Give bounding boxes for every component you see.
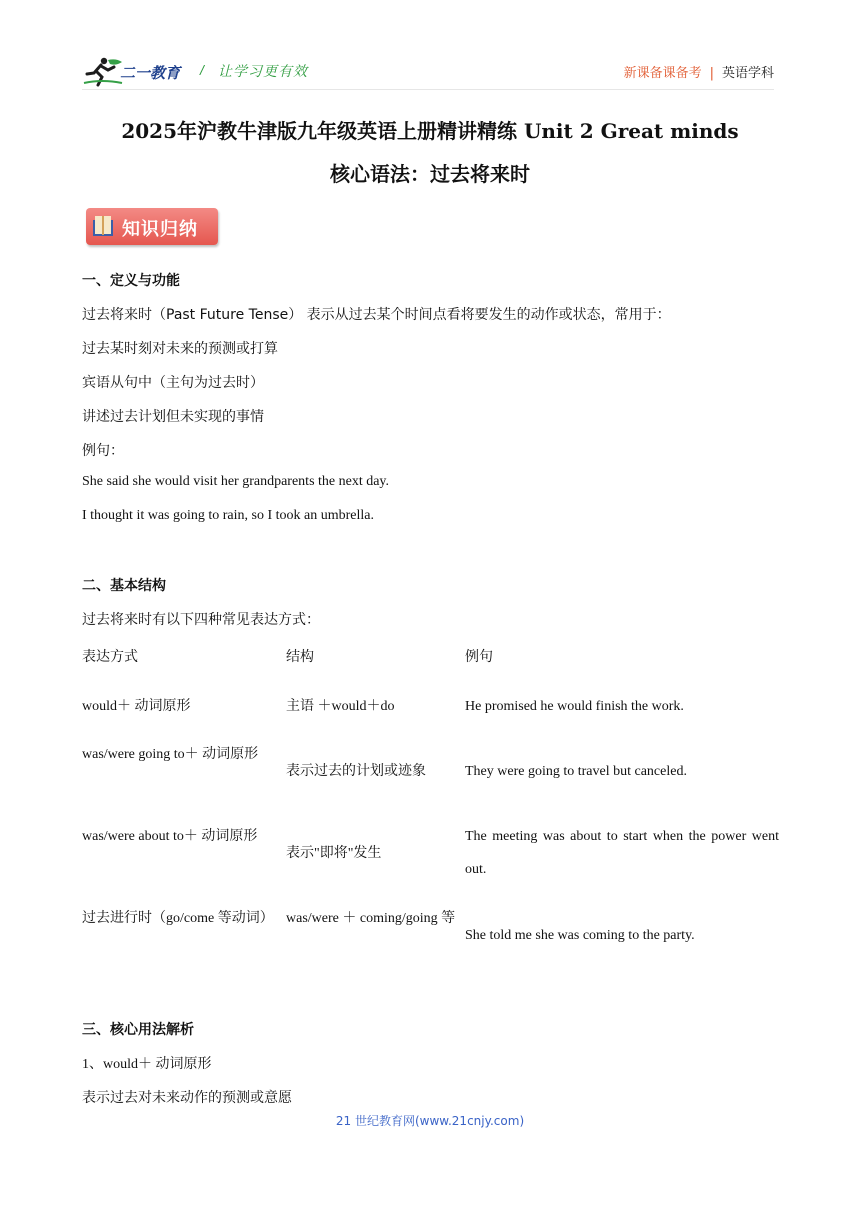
table-cell: She told me she was coming to the party. — [465, 928, 695, 943]
usage-item-desc: 表示过去对未来动作的预测或意愿 — [82, 1090, 292, 1106]
section2-heading: 二、基本结构 — [82, 578, 166, 594]
usage-item-title: 1、would＋ 动词原形 — [82, 1057, 212, 1072]
table-header-cell: 表达方式 — [82, 649, 138, 665]
table-cell: was/were about to＋ 动词原形 — [82, 829, 258, 844]
header-divider: | — [709, 66, 714, 81]
table-cell: They were going to travel but canceled. — [465, 764, 687, 779]
table-cell: 过去进行时（go/come 等动词） — [82, 911, 274, 926]
use-item: 过去某时刻对未来的预测或打算 — [82, 341, 278, 357]
runner-icon — [84, 58, 122, 85]
document-subtitle: 核心语法：过去将来时 — [330, 162, 530, 186]
table-cell: 表示"即将"发生 — [286, 846, 382, 861]
table-cell: 主语 ＋would＋do — [286, 699, 395, 714]
section3-heading: 三、核心用法解析 — [82, 1022, 194, 1038]
use-item: 宾语从句中（主句为过去时） — [82, 375, 264, 391]
table-cell: He promised he would finish the work. — [465, 699, 684, 714]
table-header-cell: 结构 — [286, 649, 314, 665]
use-item: 讲述过去计划但未实现的事情 — [82, 409, 264, 425]
header-rule — [82, 89, 774, 90]
slogan: 让学习更有效 — [218, 64, 308, 80]
logo-text: 二一教育 — [120, 64, 181, 82]
section2-intro: 过去将来时有以下四种常见表达方式： — [82, 612, 320, 628]
book-icon — [92, 214, 114, 238]
table-cell: 表示过去的计划或迹象 — [286, 764, 426, 779]
page-footer: 21 世纪教育网(www.21cnjy.com) — [335, 1114, 525, 1128]
badge-label: 知识归纳 — [122, 219, 198, 240]
slogan-separator: / — [200, 62, 204, 78]
section-badge — [86, 208, 218, 245]
table-cell: was/were ＋ coming/going 等 — [286, 911, 456, 926]
header-subject: 英语学科 — [721, 66, 774, 81]
example-sentence: I thought it was going to rain, so I took an umbrella. — [82, 508, 375, 523]
example-label: 例句： — [82, 443, 124, 459]
header-right — [624, 62, 774, 81]
table-cell: would＋ 动词原形 — [82, 699, 191, 714]
section1-heading: 一、定义与功能 — [82, 273, 180, 289]
page-header — [82, 54, 774, 90]
section1-intro: 过去将来时（Past Future Tense） 表示从过去某个时间点看将要发生的动作或状态，常用于： — [82, 307, 671, 323]
header-tag-prep: 新课备课备考 — [623, 66, 702, 81]
table-cell: was/were going to＋ 动词原形 — [82, 747, 259, 762]
table-cell: The meeting was about to start when the power went out. — [465, 829, 779, 877]
table-header-cell: 例句 — [465, 649, 493, 665]
example-sentence: She said she would visit her grandparents the next day. — [82, 474, 390, 489]
document-title: 2025年沪教牛津版九年级英语上册精讲精练 Unit 2 Great minds — [121, 119, 739, 143]
